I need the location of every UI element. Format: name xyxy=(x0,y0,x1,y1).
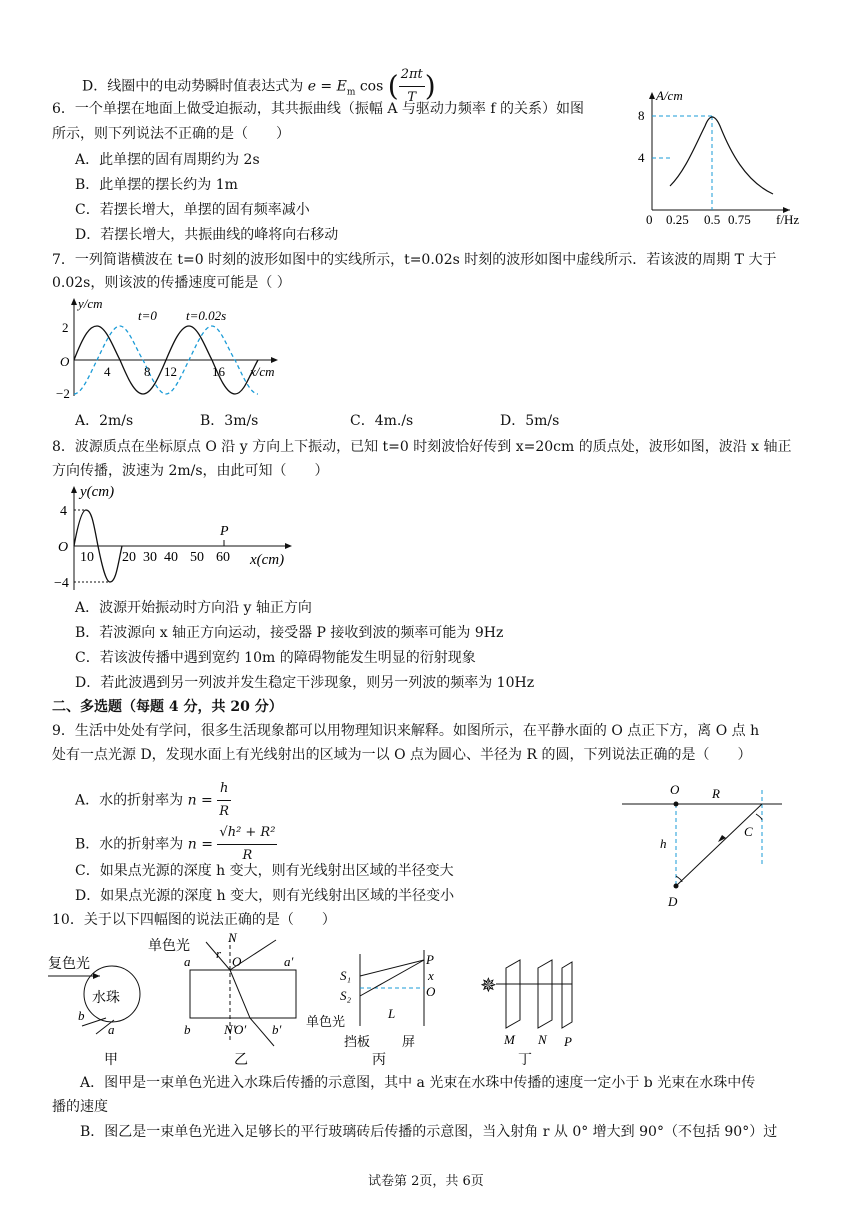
q7-stem-line1: 7．一列简谐横波在 t=0 时刻的波形如图中的实线所示，t=0.02s 时刻的波形如图中虚线所示．若该波的周期 T 大于 xyxy=(52,252,777,268)
q10-figures xyxy=(44,930,604,1070)
q10-fig4-light-source-icon: ✵ xyxy=(480,975,497,997)
q8-option-c: C．若该波传播中遇到宽约 10m 的障碍物能发生明显的衍射现象 xyxy=(75,650,476,666)
q7-fig-t1: t=0.02s xyxy=(186,308,227,323)
q6-fig-y4: 4 xyxy=(638,150,645,165)
page-footer: 试卷第 2页，共 6页 xyxy=(368,1174,484,1189)
q8-fig-yn4: −4 xyxy=(54,576,69,591)
q6-fig-y8: 8 xyxy=(638,108,645,123)
q9-refraction-figure xyxy=(618,780,788,910)
q10-fig2-o: O xyxy=(232,954,242,969)
q9-stem-line1: 9．生活中处处有学问，很多生活现象都可以用物理知识来解释。如图所示，在平静水面的 O 点正下方，离 O 点 h xyxy=(52,723,760,739)
q8-fig-tick-20: 20 xyxy=(122,550,136,565)
q10-fig3-s2: S₂ xyxy=(340,988,352,1003)
q10-fig4-caption: 丁 xyxy=(518,1053,532,1068)
q9-stem-line2: 处有一点光源 D，发现水面上有光线射出的区域为一以 O 点为圆心、半径为 R 的圆，下列说法正确的是（ ） xyxy=(52,747,752,763)
q10-fig1-body: 水珠 xyxy=(92,991,120,1006)
q9-fig-o: O xyxy=(670,782,680,797)
q10-option-a-line1: A．图甲是一束单色光进入水珠后传播的示意图，其中 a 光束在水珠中传播的速度一定小于 b 光束在水珠中传 xyxy=(80,1075,756,1091)
q9-option-a-text: A．水的折射率为 xyxy=(75,792,184,809)
q7-fig-x16: 16 xyxy=(212,364,225,379)
q6-stem-line2: 所示，则下列说法不正确的是（ ） xyxy=(52,126,290,142)
q9-option-b-lhs: n = xyxy=(187,836,213,853)
q10-fig3-o: O xyxy=(426,984,436,999)
q7-fig-t0: t=0 xyxy=(138,308,157,323)
q7-fig-x12: 12 xyxy=(164,364,177,379)
q7-stem-line2: 0.02s，则该波的传播速度可能是（ ） xyxy=(52,275,291,291)
q10-fig-jia xyxy=(48,955,140,1068)
q10-fig2-a2: a′ xyxy=(284,954,294,969)
q7-option-a: A．2m/s xyxy=(75,413,134,429)
q6-fig-ylabel: A/cm xyxy=(656,88,683,103)
q7-fig-xlabel: x/cm xyxy=(250,364,275,379)
q6-fig-x2: 0.5 xyxy=(704,212,721,226)
q10-fig2-r: r xyxy=(216,946,222,961)
q10-fig3-s1: S₁ xyxy=(340,968,352,983)
q10-fig3-screen2: 屏 xyxy=(402,1034,416,1049)
q7-fig-y2: 2 xyxy=(62,320,69,335)
q10-fig-bing xyxy=(306,950,436,1068)
q10-fig3-screen1: 挡板 xyxy=(344,1034,371,1049)
q10-stem: 10．关于以下四幅图的说法正确的是（ ） xyxy=(52,912,336,928)
q9-option-d: D．如果点光源的深度 h 变大，则有光线射出区域的半径变小 xyxy=(75,888,455,904)
q9-option-a xyxy=(75,778,231,823)
q6-resonance-figure xyxy=(630,86,830,226)
q5-formula-den: T xyxy=(407,90,417,105)
q7-fig-x4: 4 xyxy=(104,364,111,379)
q6-fig-x3: 0.75 xyxy=(728,212,751,226)
q8-option-a: A．波源开始振动时方向沿 y 轴正方向 xyxy=(75,600,312,616)
q5-formula-lhs: e = E xyxy=(307,78,347,95)
q9-fig-d: D xyxy=(668,894,678,909)
q9-fig-c: C xyxy=(744,824,753,839)
q8-fig-ylabel: y(cm) xyxy=(80,484,115,500)
q9-option-b-text: B．水的折射率为 xyxy=(75,836,184,853)
q10-fig4-n: N xyxy=(538,1032,547,1047)
q9-option-a-lhs: n = xyxy=(187,792,213,809)
q5-formula-num: 2πt xyxy=(399,64,425,87)
q8-fig-tick-60: 60 xyxy=(216,550,230,565)
q8-fig-y4: 4 xyxy=(60,504,67,519)
q10-fig-ding xyxy=(480,960,572,1068)
q9-option-b-num: √h² + R² xyxy=(217,822,277,845)
q10-fig3-x: x xyxy=(428,968,434,983)
q10-fig1-a: a xyxy=(108,1022,115,1037)
q8-fig-tick-50: 50 xyxy=(190,550,204,565)
q7-fig-ylabel: y/cm xyxy=(78,296,103,311)
q10-fig1-b: b xyxy=(78,1008,85,1023)
q10-fig3-p: P xyxy=(426,952,434,967)
q10-fig3-caption: 丙 xyxy=(372,1053,386,1068)
q6-option-c: C．若摆长增大，单摆的固有频率减小 xyxy=(75,202,310,218)
q6-option-d: D．若摆长增大，共振曲线的峰将向右移动 xyxy=(75,227,339,243)
q9-fig-h: h xyxy=(660,836,667,851)
q8-fig-tick-30: 30 xyxy=(143,550,157,565)
q10-fig2-label: 单色光 xyxy=(148,939,190,954)
q6-fig-x0: 0 xyxy=(646,212,653,226)
q9-option-b-den: R xyxy=(242,848,253,863)
q10-fig2-caption: 乙 xyxy=(234,1053,248,1068)
q10-fig2-b: b xyxy=(184,1022,191,1037)
q10-fig3-label: 单色光 xyxy=(306,1014,346,1029)
q8-fig-p: P xyxy=(220,524,229,539)
q9-option-a-fraction xyxy=(217,778,231,823)
q9-fig-r: R xyxy=(712,786,720,801)
q6-stem-line1: 6．一个单摆在地面上做受迫振动，其共振曲线（振幅 A 与驱动力频率 f 的关系）如图 xyxy=(52,101,584,117)
q10-option-b-line1: B．图乙是一束单色光进入足够长的平行玻璃砖后传播的示意图，当入射角 r 从 0° 增大到 90°（不包括 90°）过 xyxy=(80,1124,778,1140)
q7-fig-yn2: −2 xyxy=(56,386,70,401)
q6-fig-xlabel: f/Hz xyxy=(776,212,800,226)
q9-option-a-den: R xyxy=(219,804,230,819)
q8-wave-figure xyxy=(54,484,304,594)
q5-formula-sub: m xyxy=(346,87,356,98)
q10-fig1-caption: 甲 xyxy=(104,1053,118,1068)
q6-option-b: B．此单摆的摆长约为 1m xyxy=(75,177,238,193)
q10-fig4-m: M xyxy=(504,1032,515,1047)
q8-fig-o: O xyxy=(58,540,69,555)
q10-fig2-a: a xyxy=(184,954,191,969)
q10-fig-yi xyxy=(148,930,296,1068)
q5-option-d-text: D．线圈中的电动势瞬时值表达式为 xyxy=(82,78,304,95)
q10-fig2-n: N xyxy=(228,930,237,945)
q10-fig2-o2: O′ xyxy=(234,1022,247,1037)
q7-fig-x8: 8 xyxy=(144,364,151,379)
section-multiple-choice-heading: 二、多选题（每题 4 分，共 20 分） xyxy=(52,699,283,715)
q7-fig-o: O xyxy=(60,354,70,369)
q8-option-d: D．若此波遇到另一列波并发生稳定干涉现象，则另一列波的频率为 10Hz xyxy=(75,675,535,691)
q5-formula-cos: cos xyxy=(359,78,384,95)
q10-fig1-label: 复色光 xyxy=(48,957,90,972)
q8-stem-line2: 方向传播，波速为 2m/s，由此可知（ ） xyxy=(52,463,329,479)
q10-fig2-n2: N′ xyxy=(224,1022,236,1037)
q7-option-b: B．3m/s xyxy=(200,413,259,429)
q8-stem-line1: 8．波源质点在坐标原点 O 沿 y 方向上下振动，已知 t=0 时刻波恰好传到 x=20cm 的质点处，波形如图，波沿 x 轴正 xyxy=(52,439,792,455)
q7-option-c: C．4m./s xyxy=(350,413,414,429)
q8-option-b: B．若波源向 x 轴正方向运动，接受器 P 接收到波的频率可能为 9Hz xyxy=(75,625,504,641)
q10-fig2-b2: b′ xyxy=(272,1022,282,1037)
q5-option-d: D．线圈中的电动势瞬时值表达式为 $e = E_m$ cos ( $\frac{2\pi t}{T}$ ) xyxy=(82,64,436,109)
q8-fig-tick-10: 10 xyxy=(80,550,94,565)
q9-option-c: C．如果点光源的深度 h 变大，则有光线射出区域的半径变大 xyxy=(75,863,454,879)
q8-fig-xlabel: x(cm) xyxy=(250,552,285,568)
q8-fig-tick-40: 40 xyxy=(164,550,178,565)
q6-option-a: A．此单摆的固有周期约为 2s xyxy=(75,152,260,168)
q9-option-a-num: h xyxy=(217,778,231,801)
q6-fig-x1: 0.25 xyxy=(666,212,689,226)
q10-fig3-l: L xyxy=(388,1006,396,1021)
q7-wave-figure xyxy=(54,294,294,404)
q7-option-d: D．5m/s xyxy=(500,413,560,429)
q10-fig4-p: P xyxy=(564,1034,572,1049)
q10-option-a-line2: 播的速度 xyxy=(52,1099,108,1115)
